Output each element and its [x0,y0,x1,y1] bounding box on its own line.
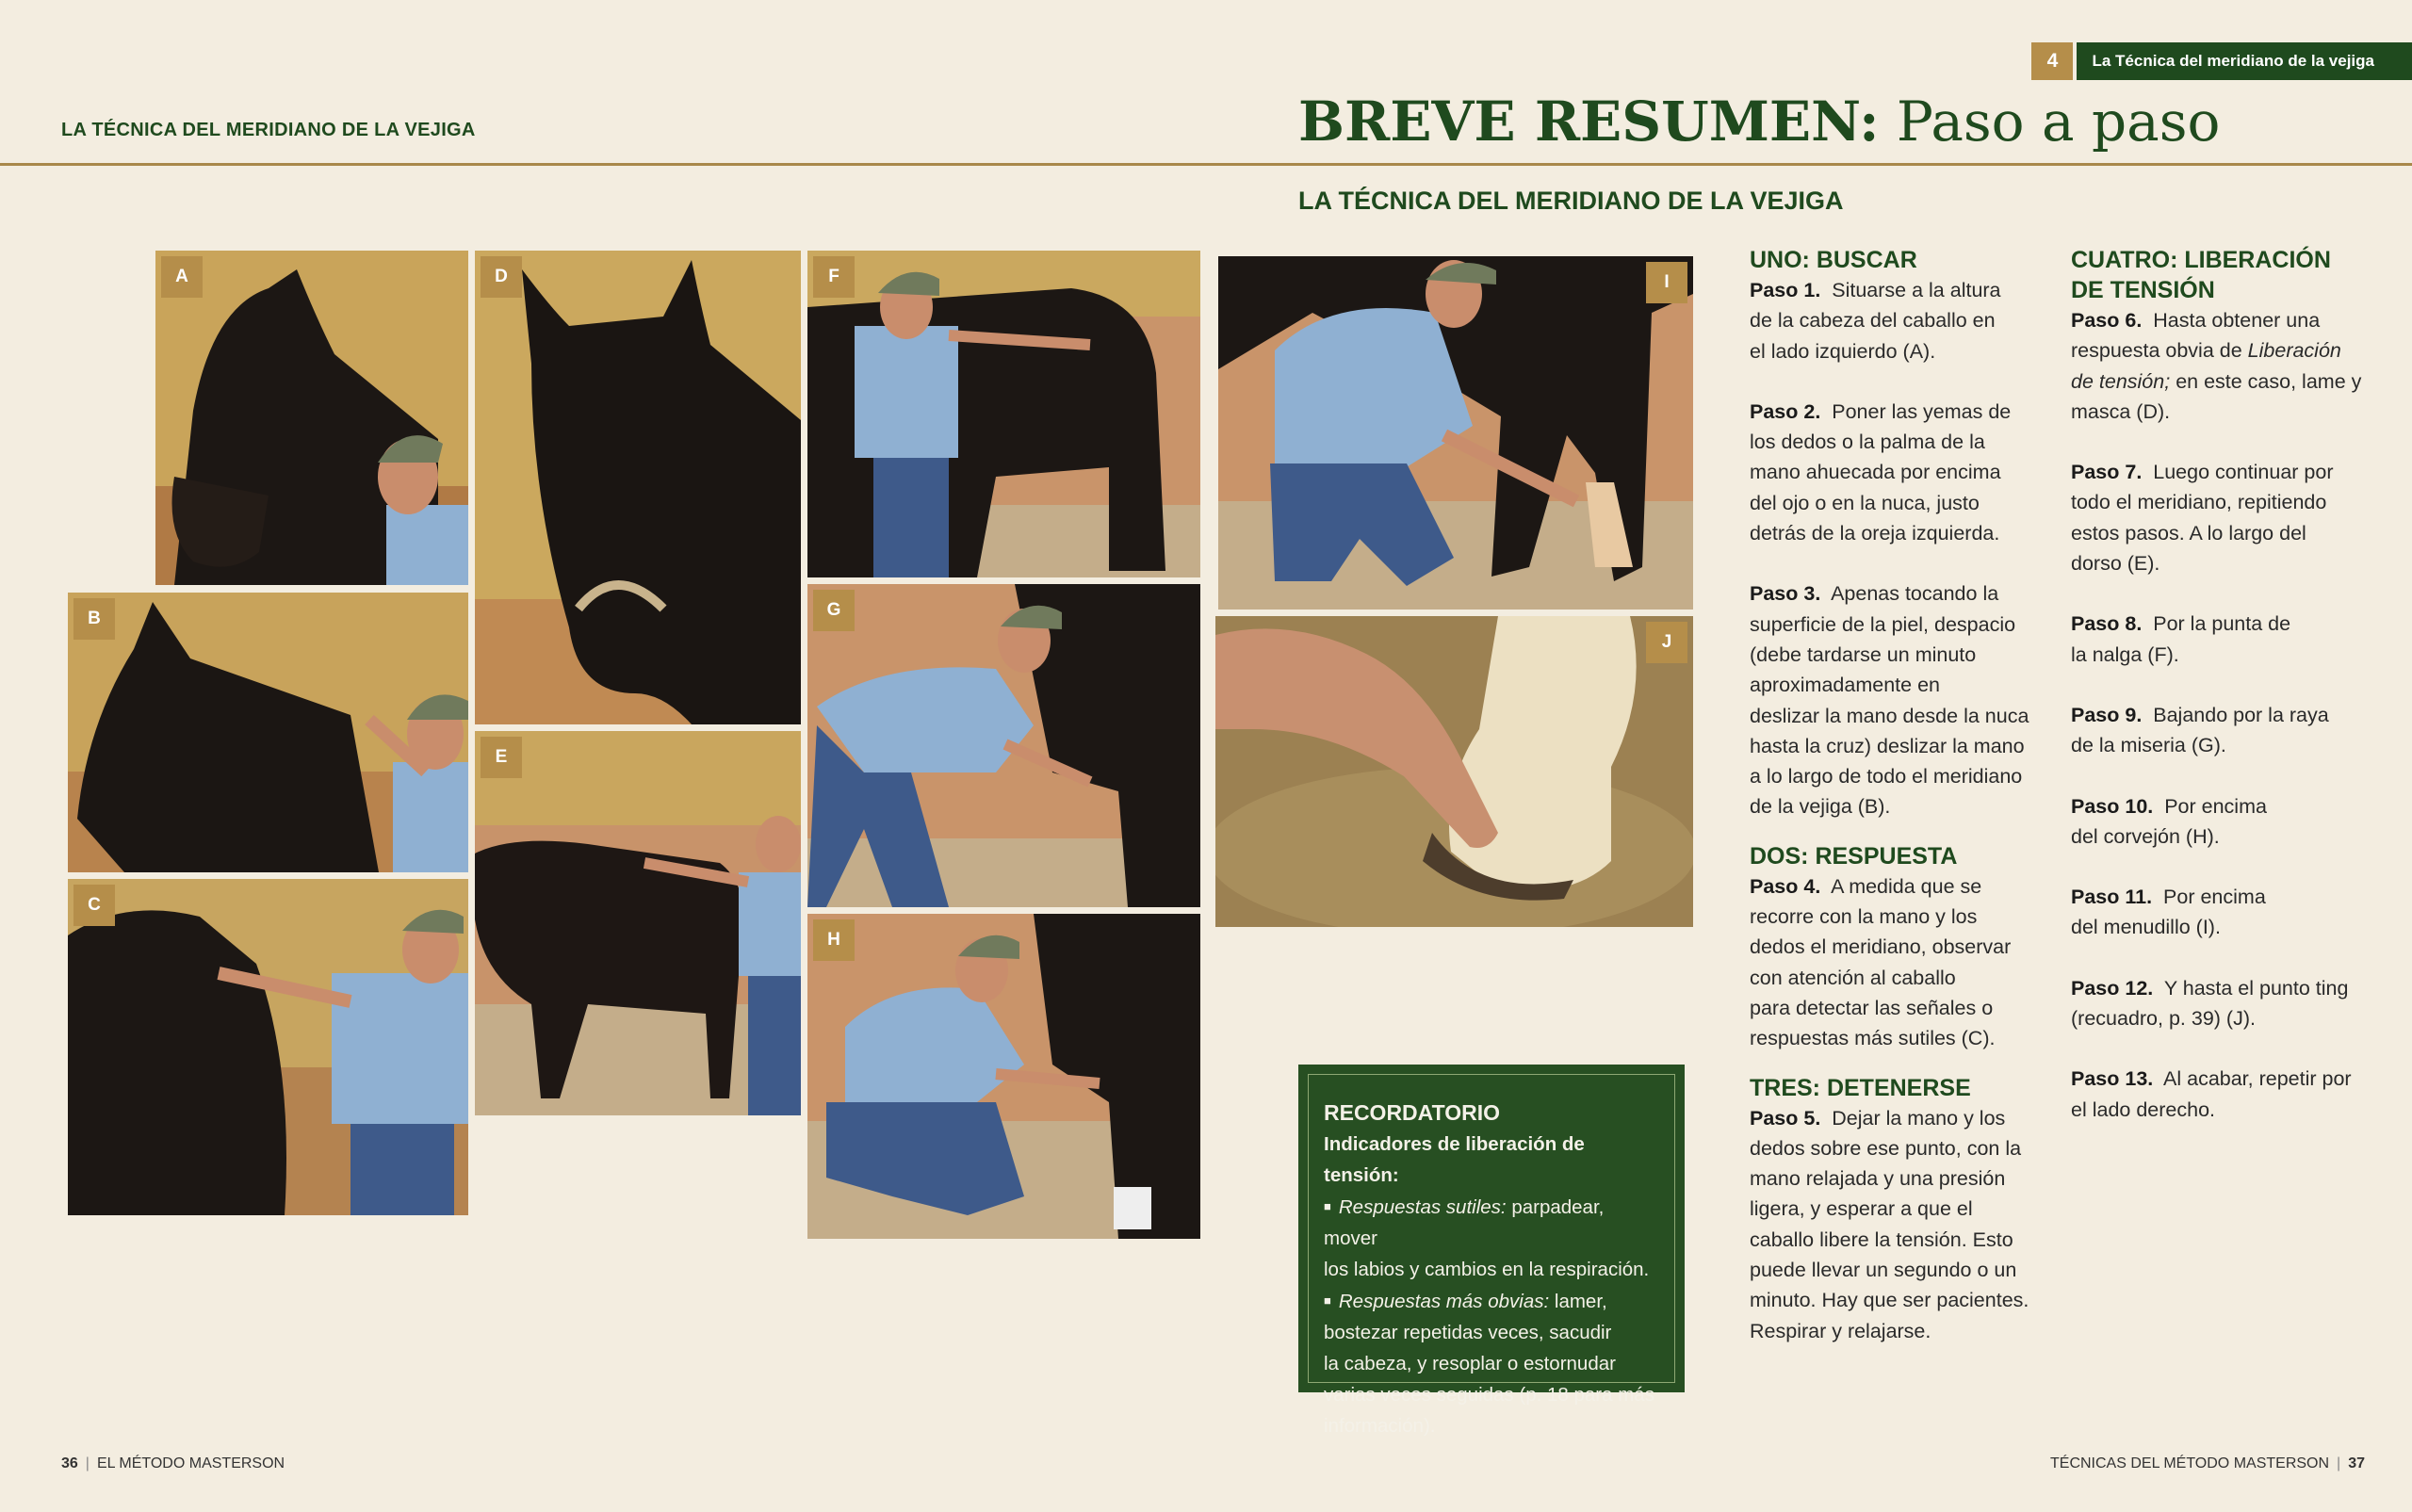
page-number-right: 37 [2348,1455,2365,1471]
photo-i [1218,256,1693,610]
step-text: de la miseria (G). [2071,734,2226,757]
photo-label: D [481,256,522,298]
page-title [1298,89,2220,154]
chapter-tab [2031,42,2412,80]
chapter-title: La Técnica del meridiano de la vejiga [2077,42,2412,80]
reminder-bullet [1324,1191,1661,1254]
section-subtitle: LA TÉCNICA DEL MERIDIANO DE LA VEJIGA [1298,187,1844,215]
photo-h [807,914,1200,1239]
footer-right [2050,1455,2365,1472]
step-text: (debe tardarse un minuto [1750,642,1977,666]
photo-label: A [161,256,203,298]
photo-label: B [73,598,115,640]
step-13 [2071,1064,2382,1125]
photo-e-image [475,731,801,1115]
reminder-line: varias veces seguidas (p. 18 para más [1324,1384,1654,1406]
photo-a [155,251,468,585]
footer-separator: | [2337,1455,2341,1471]
chapter-number: 4 [2031,42,2073,80]
reminder-subtitle: Indicadores de liberación de tensión: [1324,1133,1585,1186]
step-text: caballo libere la tensión. Esto [1750,1227,2013,1251]
step-text: superficie de la piel, despacio [1750,612,2016,636]
step-text: hasta la cruz) deslizar la mano [1750,734,2025,757]
photo-d [475,251,801,724]
step-text: Hasta obtener una [2153,309,2321,332]
reminder-line: información). [1324,1415,1436,1437]
step-text: respuesta obvia de [2071,339,2242,363]
bullet-lead: Respuestas sutiles: [1338,1196,1507,1218]
photo-c-image [68,879,468,1215]
step-text: recorre con la mano y los [1750,905,1978,929]
reminder-frame [1308,1074,1675,1437]
step-7 [2071,457,2382,578]
step-label: Paso 5. [1750,1106,1821,1130]
step-text: respuestas más sutiles (C). [1750,1027,1996,1050]
reminder-line: los labios y cambios en la respiración. [1324,1259,1650,1280]
step-text: aproximadamente en [1750,674,1940,697]
step-text: Luego continuar por [2153,461,2334,484]
step-8 [2071,609,2382,670]
step-text: Respirar y relajarse. [1750,1319,1931,1342]
step-text: Por encima [2163,886,2266,909]
step-4 [1750,871,2061,1054]
step-12 [2071,973,2382,1034]
photo-e [475,731,801,1115]
photo-c [68,879,468,1215]
step-label: Paso 11. [2071,886,2153,909]
photo-j [1215,616,1693,927]
title-light: Paso a paso [1896,89,2221,154]
bullet-text: parpadear, mover [1324,1196,1605,1249]
bullet-lead: Respuestas más obvias: [1338,1291,1550,1312]
photo-h-image [807,914,1200,1239]
step-text: ligera, y esperar a que el [1750,1197,1973,1221]
step-5 [1750,1103,2061,1346]
running-head-left: LA TÉCNICA DEL MERIDIANO DE LA VEJIGA [61,120,476,140]
heading-line: CUATRO: LIBERACIÓN [2071,247,2331,273]
step-text: Apenas tocando la [1831,582,1999,606]
section-heading-tres: TRES: DETENERSE [1750,1074,1971,1101]
photo-g [807,584,1200,907]
heading-line: DE TENSIÓN [2071,277,2215,303]
footer-book-title: EL MÉTODO MASTERSON [96,1455,285,1471]
footer-separator: | [85,1455,90,1471]
step-text: deslizar la mano desde la nuca [1750,704,2029,727]
step-text: del ojo o en la nuca, justo [1750,491,1980,514]
step-label: Paso 1. [1750,279,1821,301]
step-label: Paso 3. [1750,582,1821,606]
step-text: de la vejiga (B). [1750,795,1891,819]
step-text: Situarse a la altura [1832,279,2001,301]
step-1 [1750,275,2061,366]
photo-label: E [481,737,522,778]
header-rule [0,163,2412,166]
step-label: Paso 12. [2071,976,2154,1000]
step-text: detrás de la oreja izquierda. [1750,522,2000,545]
text-column-2 [2071,245,2382,1125]
photo-d-image [475,251,801,724]
step-text: dedos el meridiano, observar [1750,935,2012,959]
step-text: Dejar la mano y los [1832,1106,2006,1130]
step-9 [2071,700,2382,761]
step-text: para detectar las señales o [1750,996,1994,1019]
step-text: el lado derecho. [2071,1097,2215,1121]
step-label: Paso 2. [1750,399,1821,423]
step-text: con atención al caballo [1750,966,1956,989]
step-text: a lo largo de todo el meridiano [1750,765,2023,789]
photo-i-image [1218,256,1693,610]
photo-label: H [813,919,855,961]
section-heading-dos: DOS: RESPUESTA [1750,842,1958,870]
step-10 [2071,791,2382,853]
step-text: en este caso, lame y [2176,369,2362,393]
step-text: mano ahuecada por encima [1750,461,2001,484]
step-label: Paso 8. [2071,612,2143,636]
step-text: puede llevar un segundo o un [1750,1259,2017,1282]
step-text: dedos sobre ese punto, con la [1750,1136,2022,1160]
step-label: Paso 9. [2071,703,2143,726]
photo-f [807,251,1200,577]
reminder-bullet [1324,1285,1661,1317]
reminder-title: RECORDATORIO [1324,1100,1500,1125]
step-3 [1750,578,2061,821]
step-2 [1750,397,2061,548]
step-label: Paso 6. [2071,309,2143,332]
step-11 [2071,882,2382,943]
step-label: Paso 13. [2071,1067,2154,1091]
photo-b [68,593,468,872]
step-text: los dedos o la palma de la [1750,431,1985,454]
photo-g-image [807,584,1200,907]
step-text: (recuadro, p. 39) (J). [2071,1007,2256,1031]
step-text: del corvejón (H). [2071,824,2220,848]
step-label: Paso 10. [2071,794,2154,818]
step-text: Y hasta el punto ting [2163,976,2349,1000]
photo-f-image [807,251,1200,577]
step-text: el lado izquierdo (A). [1750,339,1936,363]
reminder-line: la cabeza, y resoplar o estornudar [1324,1353,1616,1374]
bullet-text: lamer, [1554,1291,1607,1312]
step-text: la nalga (F). [2071,642,2179,666]
photo-label: G [813,590,855,631]
section-heading-uno: UNO: BUSCAR [1750,247,1917,273]
step-label: Paso 4. [1750,874,1821,898]
photo-label: J [1646,622,1687,663]
photo-b-image [68,593,468,872]
step-text: minuto. Hay que ser pacientes. [1750,1289,2029,1312]
step-6 [2071,305,2382,427]
step-text: Bajando por la raya [2153,703,2329,726]
step-text: Poner las yemas de [1832,399,2012,423]
footer-section-title: TÉCNICAS DEL MÉTODO MASTERSON [2050,1455,2330,1471]
photo-a-image [155,251,468,585]
photo-label: I [1646,262,1687,303]
step-text: del menudillo (I). [2071,916,2221,939]
step-text: de la cabeza del caballo en [1750,309,1996,333]
step-text: A medida que se [1831,874,1982,898]
step-text: estos pasos. A lo largo del [2071,521,2306,545]
section-heading-cuatro [2071,245,2382,305]
reminder-box [1298,1065,1685,1437]
page-number-left: 36 [61,1455,78,1471]
footer-left [61,1455,285,1472]
step-text: masca (D). [2071,399,2171,423]
photo-j-image [1215,616,1693,927]
step-text: Por encima [2164,794,2267,818]
photo-label: C [73,885,115,926]
step-text-italic: Liberación [2247,339,2341,363]
step-text: Al acabar, repetir por [2163,1067,2352,1091]
reminder-line: bostezar repetidas veces, sacudir [1324,1322,1612,1343]
step-text: mano relajada y una presión [1750,1167,2006,1191]
step-text: Por la punta de [2153,612,2291,636]
step-label: Paso 7. [2071,461,2143,484]
step-text: dorso (E). [2071,552,2160,576]
step-text: todo el meridiano, repitiendo [2071,491,2327,514]
photo-label: F [813,256,855,298]
step-text-italic: de tensión; [2071,369,2171,393]
title-bold: BREVE RESUMEN: [1298,89,1880,154]
text-column-1 [1750,245,2061,1346]
